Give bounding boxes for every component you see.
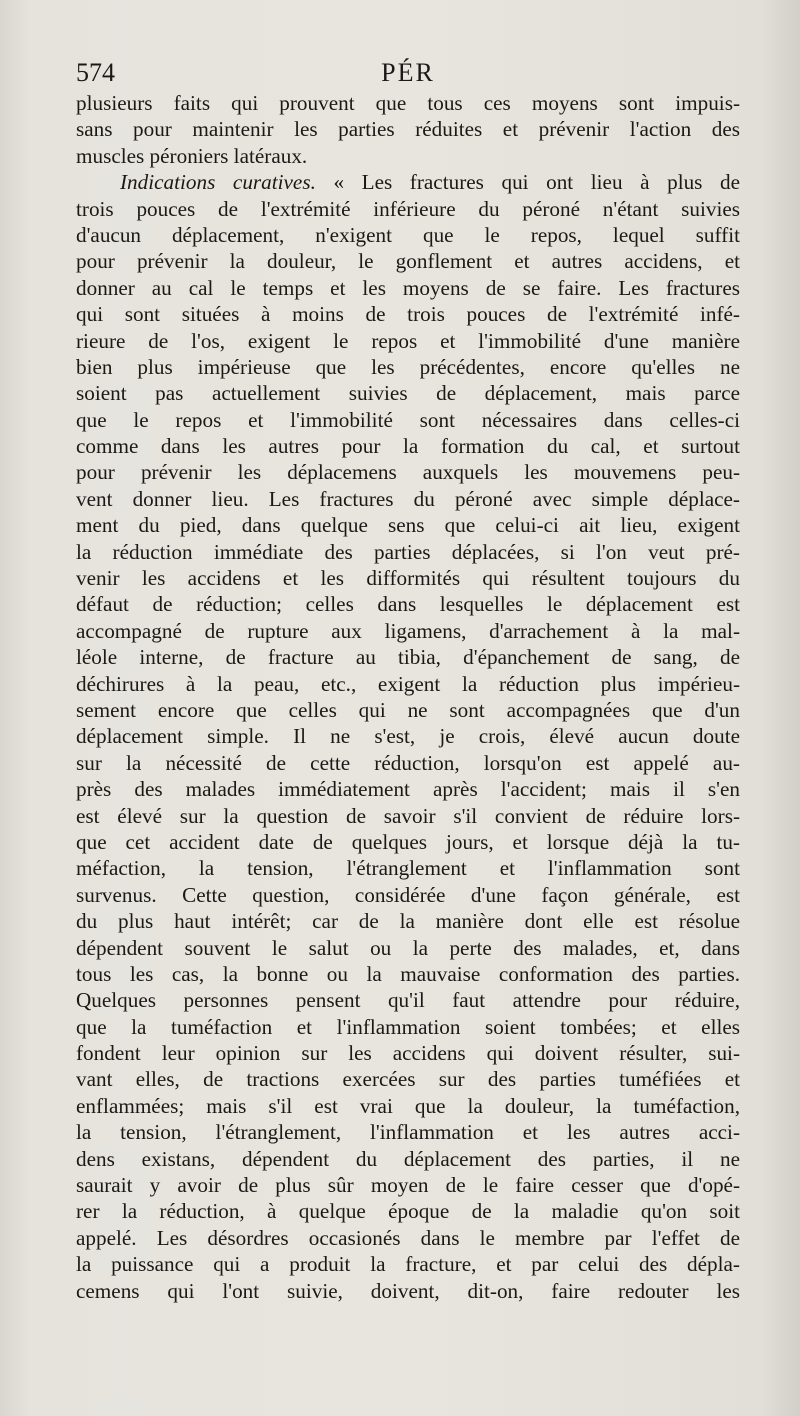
text-line [76, 829, 740, 855]
text-line [76, 196, 740, 222]
text-line [76, 855, 740, 881]
line-text: « Les fractures qui ont lieu à plus de [315, 170, 740, 195]
section-heading-italic: Indications curatives. [120, 170, 316, 195]
line-text: déplacement simple. Il ne s'est, je crois, élevé aucun doute [76, 724, 740, 749]
text-line [76, 1198, 740, 1224]
text-line [76, 486, 740, 512]
text-line [76, 275, 740, 301]
text-line [76, 1278, 740, 1304]
text-line [76, 512, 740, 538]
text-line [76, 1119, 740, 1145]
text-line [76, 539, 740, 565]
line-text: la puissance qui a produit la fracture, et par celui des dépla- [76, 1252, 740, 1277]
line-text: venir les accidens et les difformités qui résultent toujours du [76, 566, 740, 591]
line-text: du plus haut intérêt; car de la manière dont elle est résolue [76, 909, 740, 934]
text-line [76, 644, 740, 670]
text-line [76, 301, 740, 327]
line-text: que le repos et l'immobilité sont nécessaires dans celles-ci [76, 407, 740, 432]
text-line [76, 433, 740, 459]
text-line [76, 565, 740, 591]
text-line [76, 407, 740, 433]
line-text: sur la nécessité de cette réduction, lorsqu'on est appelé au- [76, 750, 740, 775]
text-line [76, 750, 740, 776]
line-text: vent donner lieu. Les fractures du péroné avec simple déplace- [76, 486, 740, 511]
text-line [76, 723, 740, 749]
line-text: accompagné de rupture aux ligamens, d'arrachement à la mal- [76, 618, 740, 643]
text-line [76, 1014, 740, 1040]
line-text: tous les cas, la bonne ou la mauvaise conformation des parties. [76, 961, 740, 986]
line-text: défaut de réduction; celles dans lesquelles le déplacement est [76, 592, 740, 617]
line-text: près des malades immédiatement après l'accident; mais il s'en [76, 777, 740, 802]
line-text: sement encore que celles qui ne sont accompagnées que d'un [76, 697, 740, 722]
text-line [76, 987, 740, 1013]
line-text: saurait y avoir de plus sûr moyen de le faire cesser que d'opé- [76, 1173, 740, 1198]
page-header [76, 58, 740, 92]
text-line [76, 380, 740, 406]
text-line [76, 776, 740, 802]
line-text: bien plus impérieuse que les précédentes, encore qu'elles ne [76, 354, 740, 379]
line-text: que cet accident date de quelques jours, et lorsque déjà la tu- [76, 829, 740, 854]
line-text: soient pas actuellement suivies de déplacement, mais parce [76, 381, 740, 406]
line-text: enflammées; mais s'il est vrai que la douleur, la tuméfaction, [76, 1093, 740, 1118]
line-text: vant elles, de tractions exercées sur des parties tuméfiées et [76, 1067, 740, 1092]
line-text: comme dans les autres pour la formation du cal, et surtout [76, 434, 740, 459]
text-line [76, 248, 740, 274]
text-line [76, 671, 740, 697]
line-text: la réduction immédiate des parties déplacées, si l'on veut pré- [76, 539, 740, 564]
text-line [76, 697, 740, 723]
line-text: rieure de l'os, exigent le repos et l'immobilité d'une manière [76, 328, 740, 353]
line-text: qui sont situées à moins de trois pouces de l'extrémité infé- [76, 302, 740, 327]
text-line [76, 169, 740, 195]
line-text: appelé. Les désordres occasionés dans le membre par l'effet de [76, 1225, 740, 1250]
line-text: fondent leur opinion sur les accidens qui doivent résulter, sui- [76, 1041, 740, 1066]
text-line [76, 222, 740, 248]
text-line [76, 1251, 740, 1277]
line-text: dens existans, dépendent du déplacement des parties, il ne [76, 1146, 740, 1171]
page-number: 574 [76, 58, 115, 87]
line-text: sans pour maintenir les parties réduites et prévenir l'action des [76, 117, 740, 142]
line-text: Quelques personnes pensent qu'il faut attendre pour réduire, [76, 988, 740, 1013]
line-text: la tension, l'étranglement, l'inflammation et les autres acci- [76, 1120, 740, 1145]
line-text: trois pouces de l'extrémité inférieure du péroné n'étant suivies [76, 196, 740, 221]
text-line [76, 143, 740, 169]
text-line [76, 803, 740, 829]
line-text: plusieurs faits qui prouvent que tous ces moyens sont impuis- [76, 91, 740, 115]
text-line [76, 1225, 740, 1251]
line-text: est élevé sur la question de savoir s'il convient de réduire lors- [76, 803, 740, 828]
text-line [76, 328, 740, 354]
text-line [76, 1093, 740, 1119]
text-line [76, 908, 740, 934]
text-line [76, 618, 740, 644]
text-line [76, 961, 740, 987]
line-text: survenus. Cette question, considérée d'une façon générale, est [76, 882, 740, 907]
line-text: rer la réduction, à quelque époque de la maladie qu'on soit [76, 1199, 740, 1224]
line-text: léole interne, de fracture au tibia, d'épanchement de sang, de [76, 645, 740, 670]
line-text: pour prévenir les déplacemens auxquels les mouvemens peu- [76, 460, 740, 485]
text-line [76, 591, 740, 617]
text-line [76, 1066, 740, 1092]
line-text: ment du pied, dans quelque sens que celui-ci ait lieu, exigent [76, 513, 740, 538]
text-line [76, 90, 740, 116]
line-text: déchirures à la peau, etc., exigent la réduction plus impérieu- [76, 671, 740, 696]
text-line [76, 354, 740, 380]
line-text: que la tuméfaction et l'inflammation soient tombées; et elles [76, 1014, 740, 1039]
text-line [76, 1040, 740, 1066]
line-text: dépendent souvent le salut ou la perte des malades, et, dans [76, 935, 740, 960]
line-text: pour prévenir la douleur, le gonflement et autres accidens, et [76, 249, 740, 274]
text-line [76, 1146, 740, 1172]
text-line [76, 882, 740, 908]
text-line [76, 116, 740, 142]
line-text: donner au cal le temps et les moyens de se faire. Les fractures [76, 275, 740, 300]
running-head: PÉR [381, 58, 435, 87]
line-text: muscles péroniers latéraux. [76, 143, 308, 168]
line-text: d'aucun déplacement, n'exigent que le repos, lequel suffit [76, 222, 740, 247]
text-line [76, 1172, 740, 1198]
text-line [76, 459, 740, 485]
line-text: méfaction, la tension, l'étranglement et l'inflammation sont [76, 856, 740, 881]
line-text: cemens qui l'ont suivie, doivent, dit-on, faire redouter les [76, 1278, 740, 1303]
text-line [76, 935, 740, 961]
body-text [76, 90, 740, 1304]
